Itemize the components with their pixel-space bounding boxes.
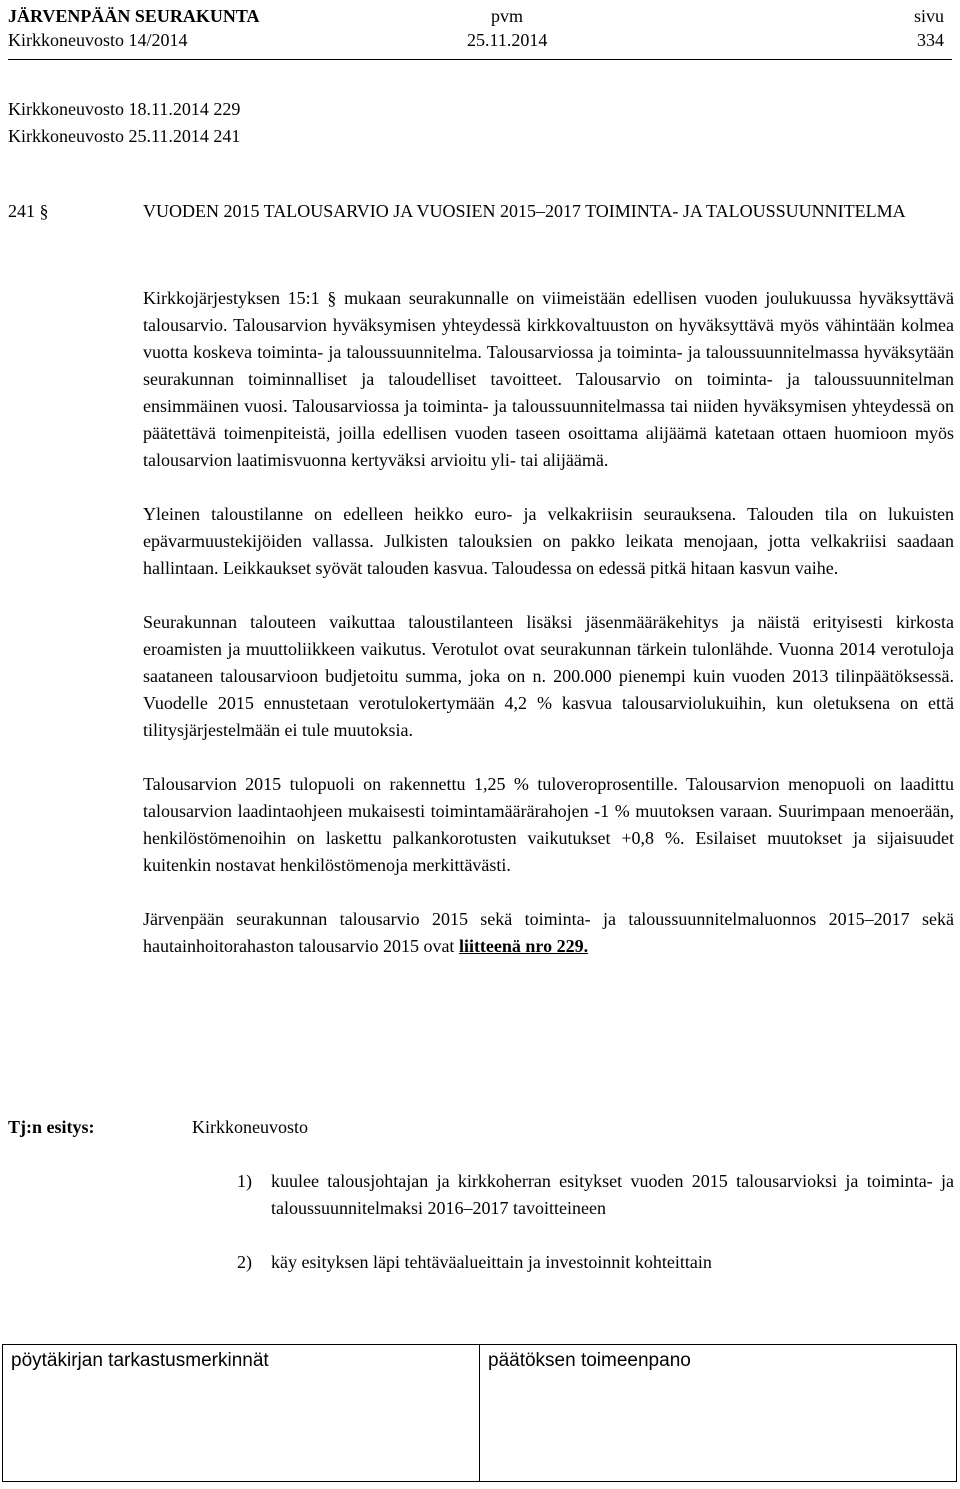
item-text: kuulee talousjohtajan ja kirkkoherran esitykset vuoden 2015 talousarvioksi ja toiminta- ja taloussuunnitelmaksi 2016–2017 tavoitteineen [271,1171,954,1218]
body-paragraph: Seurakunnan talouteen vaikuttaa taloustilanteen lisäksi jäsenmääräkehitys ja näistä erityisesti kirkosta eroamisten ja muuttoliikkeen vaikutus. Verotulot ovat seurakunnan tärkein tulonlähde. Vuonna 2014 verotuloja saataneen talousarvioon budjetoitu summa, joka on n. 200.000 pienempi kuin vuoden 2013 tilinpäätöksessä. Vuodelle 2015 ennustetaan verotulokertymään 4,2 % kasvua talousarviolukuihin, kun oletuksena on että tilitysjärjestelmään ei tule muutoksia. [143,612,954,740]
review-marks-box [2,1344,480,1482]
proposal-label: Tj:n esitys: [8,1117,95,1137]
decision-execution-label: päätöksen toimeenpano [488,1350,691,1371]
attachment-paragraph [143,906,954,960]
reference-line: Kirkkoneuvosto 18.11.2014 229 [8,99,241,119]
item-number: 2) [237,1252,252,1272]
body-paragraph: Kirkkojärjestyksen 15:1 § mukaan seurakunnalle on viimeistään edellisen vuoden joulukuussa hyväksyttävä talousarvio. Talousarvion hyväksymisen yhteydessä kirkkovaltuuston on hyväksyttävä myös vähintään kolmea vuotta koskeva toiminta- ja taloussuunnitelma. Talousarviossa ja toiminta- ja taloussuunnitelmassa hyväksytään seurakunnan toiminnalliset ja taloudelliset tavoitteet. Talousarvio on toiminta- ja taloussuunnitelman ensimmäinen vuosi. Talousarviossa ja toiminta- ja taloussuunnitelmassa tai niiden hyväksymisen yhteydessä on päätettävä toimenpiteistä, joilla edellisen vuoden taseen osoittama alijäämä katetaan ottaen huomioon myös talousarvion laatimisvuonna kertyväksi arvioitu yli- tai alijäämä. [143,288,954,470]
meeting-name: Kirkkoneuvosto 14/2014 [8,30,188,50]
item-text: käy esityksen läpi tehtäväalueittain ja investoinnit kohteittain [271,1252,712,1272]
page-number: 334 [917,30,944,50]
footer-boxes [2,1344,957,1482]
section-number: 241 § [8,201,49,221]
proposal-body: Kirkkoneuvosto [192,1117,308,1137]
reference-line: Kirkkoneuvosto 25.11.2014 241 [8,126,241,146]
section-body [143,285,954,960]
body-paragraph: Talousarvion 2015 tulopuoli on rakennettu 1,25 % tuloveroprosentille. Talousarvion menopuoli on laadittu talousarvion laadintaohjeen mukaisesti toimintamäärärahojen -1 % muutoksen varaan. Suurimpaan menoerään, henkilöstömenoihin on laskettu palkankorotusten vaikutukset +0,8 %. Esilaiset muutokset ja sijaisuudet kuitenkin nostavat henkilöstömenoja merkittävästi. [143,774,954,875]
review-marks-label: pöytäkirjan tarkastusmerkinnät [11,1350,269,1371]
proposal-item [237,1168,954,1222]
page-label: sivu [913,6,944,26]
body-paragraph: Yleinen taloustilanne on edelleen heikko euro- ja velkakriisin seurauksena. Talouden tila on lukuisten epävarmuustekijöiden vallassa. Julkisten talouksien on pakko leikata menojaan, jotta velkakriisi saadaan hallintaan. Leikkaukset syövät talouden kasvua. Taloudessa on edessä pitkä hitaan kasvun vaihe. [143,504,954,578]
attachment-text: Järvenpään seurakunnan talousarvio 2015 sekä toiminta- ja taloussuunnitelmaluonnos 2015–2017 sekä hautainhoitorahaston talousarvio 2015 ovat [143,909,954,956]
decision-execution-box [480,1344,957,1482]
attachment-link[interactable]: liitteenä nro 229. [458,936,589,956]
meeting-date: 25.11.2014 [467,30,548,50]
page-header [8,4,952,52]
proposal-item [237,1249,954,1276]
proposal-items [237,1168,954,1276]
meeting-references [8,96,240,150]
item-number: 1) [237,1171,252,1191]
date-label: pvm [491,6,524,26]
organization-name: JÄRVENPÄÄN SEURAKUNTA [8,6,260,26]
section-title: VUODEN 2015 TALOUSARVIO JA VUOSIEN 2015–2017 TOIMINTA- JA TALOUSSUUNNITELMA [143,201,906,221]
header-divider [8,59,952,60]
